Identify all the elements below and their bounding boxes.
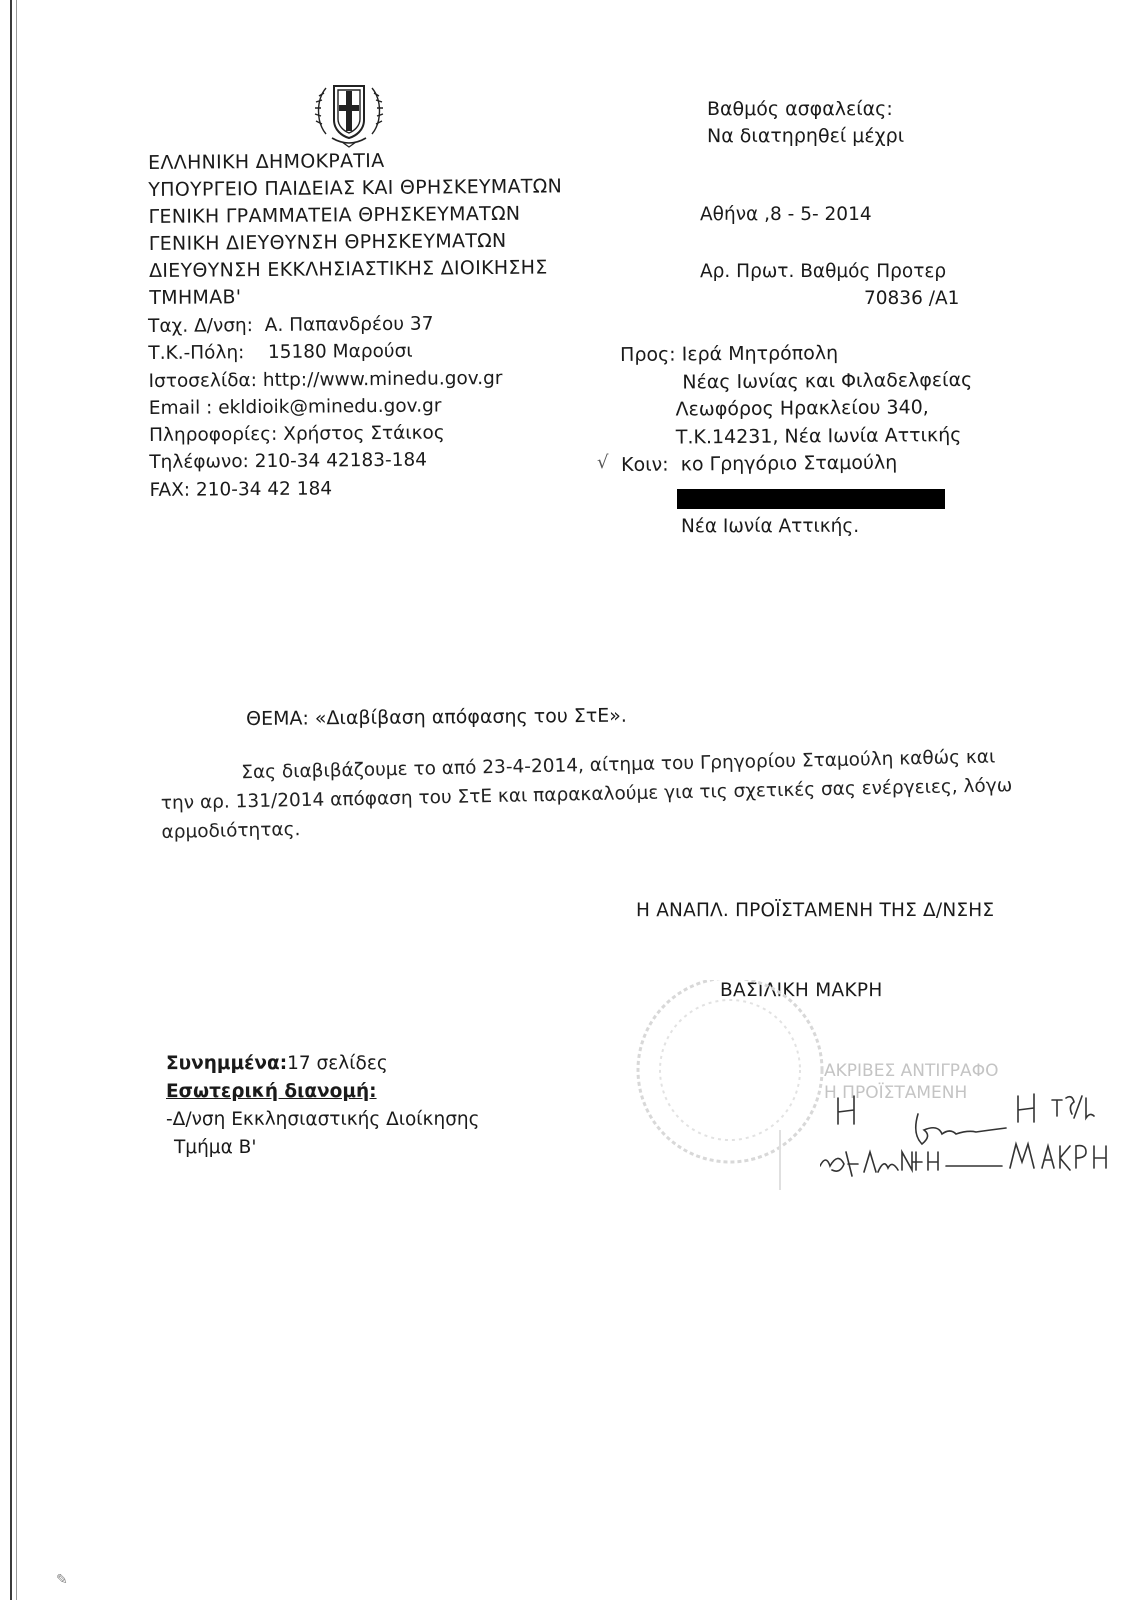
contact-value: 210-34 42183-184: [254, 450, 428, 473]
sender-line: ΥΠΟΥΡΓΕΙΟ ΠΑΙΔΕΙΑΣ ΚΑΙ ΘΡΗΣΚΕΥΜΑΤΩΝ: [148, 175, 563, 201]
sender-line: ΓΕΝΙΚΗ ΔΙΕΥΘΥΝΣΗ ΘΡΗΣΚΕΥΜΑΤΩΝ: [148, 229, 507, 255]
sender-line: ΤΜΗΜΑΒ': [149, 286, 242, 309]
contact-row-phone: [149, 446, 503, 476]
cc-city: Νέα Ιωνία Αττικής.: [681, 516, 860, 537]
signatory-title: Η ΑΝΑΠΛ. ΠΡΟΪΣΤΑΜΕΝΗ ΤΗΣ Δ/ΝΣΗΣ: [636, 900, 995, 921]
contact-value: 210-34 42 184: [195, 478, 333, 501]
contact-value: 15180 Μαρούσι: [267, 340, 413, 364]
contact-label: Πληροφορίες:: [148, 424, 278, 447]
handwritten-signature: [820, 1078, 1120, 1198]
protocol-block: [700, 258, 959, 312]
distribution-line: -Δ/νση Εκκλησιαστικής Διοίκησης: [166, 1109, 480, 1130]
redaction-bar: [677, 489, 945, 509]
contact-label: Τ.Κ.-Πόλη:: [148, 342, 245, 365]
distribution-line: Τμήμα Β': [174, 1137, 257, 1158]
letter-body: [160, 742, 1022, 847]
protocol-label: Αρ. Πρωτ. Βαθμός Προτερ: [700, 261, 947, 282]
protocol-number: 70836 /Α1: [864, 288, 960, 309]
recipient-line: Ιερά Μητρόπολη: [681, 342, 839, 366]
stamp-line: ΑΚΡΙΒΕΣ ΑΝΤΙΓΡΑΦΟ: [824, 1061, 999, 1081]
to-label: Προς:: [620, 343, 676, 366]
recipient-line: Τ.Κ.14231, Νέα Ιωνία Αττικής: [675, 423, 962, 449]
attachments-block: [166, 1050, 480, 1162]
sender-line: ΕΛΛΗΝΙΚΗ ΔΗΜΟΚΡΑΤΙΑ: [148, 149, 385, 174]
contact-value: ekldioik@minedu.gov.gr: [218, 395, 442, 419]
checkmark-icon: √: [597, 452, 609, 473]
sender-line: ΔΙΕΥΘΥΝΣΗ ΕΚΚΛΗΣΙΑΣΤΙΚΗΣ ΔΙΟΙΚΗΣΗΣ: [148, 256, 548, 282]
contact-value: Χρήστος Στάικος: [283, 422, 445, 446]
attachments-value: 17 σελίδες: [287, 1053, 388, 1074]
signatory-name: ΒΑΣΙΛΙΚΗ ΜΑΚΡΗ: [720, 980, 883, 1001]
contact-row-website: [148, 365, 502, 395]
contact-label: Ιστοσελίδα:: [148, 369, 258, 392]
keep-until-label: Να διατηρηθεί μέχρι: [707, 125, 905, 147]
stamp-line: Η ΠΡΟΪΣΤΑΜΕΝΗ: [824, 1083, 968, 1103]
contact-row-fax: [149, 474, 503, 504]
hellenic-emblem-icon: [312, 76, 386, 148]
recipient-line: Λεωφόρος Ηρακλείου 340,: [675, 396, 929, 421]
security-level-block: [707, 96, 904, 150]
sender-contact-block: [148, 310, 504, 504]
cc-name: κο Γρηγόριο Σταμούλη: [680, 451, 898, 476]
page-edge-shadow: [16, 0, 17, 1600]
contact-row-address: [148, 310, 502, 340]
contact-row-postcode: [148, 337, 502, 367]
contact-row-email: [149, 392, 503, 422]
contact-value: Α. Παπανδρέου 37: [264, 313, 434, 336]
subject-line: ΘΕΜΑ: «Διαβίβαση απόφασης του ΣτΕ».: [246, 704, 628, 730]
recipient-line: Νέας Ιωνίας και Φιλαδελφείας: [682, 368, 973, 393]
distribution-label: Εσωτερική διανομή:: [166, 1081, 377, 1102]
contact-label: Τηλέφωνο:: [149, 451, 249, 474]
sender-department-block: [148, 146, 563, 312]
contact-row-info: [149, 419, 503, 449]
attachments-label: Συνημμένα:: [166, 1053, 288, 1074]
contact-label: Ταχ. Δ/νση:: [148, 315, 254, 337]
security-level-label: Βαθμός ασφαλείας:: [707, 98, 893, 120]
document-date: Αθήνα ,8 - 5- 2014: [700, 204, 872, 225]
body-line: αρμοδιότητας.: [161, 819, 301, 843]
body-line: Σας διαβιβάζουμε το από 23-4-2014, αίτημα του Γρηγορίου Σταμούλη καθώς και: [241, 746, 996, 784]
body-line: την αρ. 131/2014 απόφαση του ΣτΕ και παρακαλούμε για τις σχετικές σας ενέργειες, λόγω: [160, 775, 1013, 814]
page-edge: [10, 0, 12, 1600]
scan-mark-icon: ✎: [56, 1572, 68, 1588]
contact-label: Email :: [148, 397, 213, 419]
cc-label: Κοιν:: [620, 453, 669, 476]
contact-label: FAX:: [149, 479, 191, 501]
contact-value: http://www.minedu.gov.gr: [262, 367, 503, 391]
sender-line: ΓΕΝΙΚΗ ΓΡΑΜΜΑΤΕΙΑ ΘΡΗΣΚΕΥΜΑΤΩΝ: [148, 202, 521, 228]
recipient-block: [620, 339, 973, 480]
